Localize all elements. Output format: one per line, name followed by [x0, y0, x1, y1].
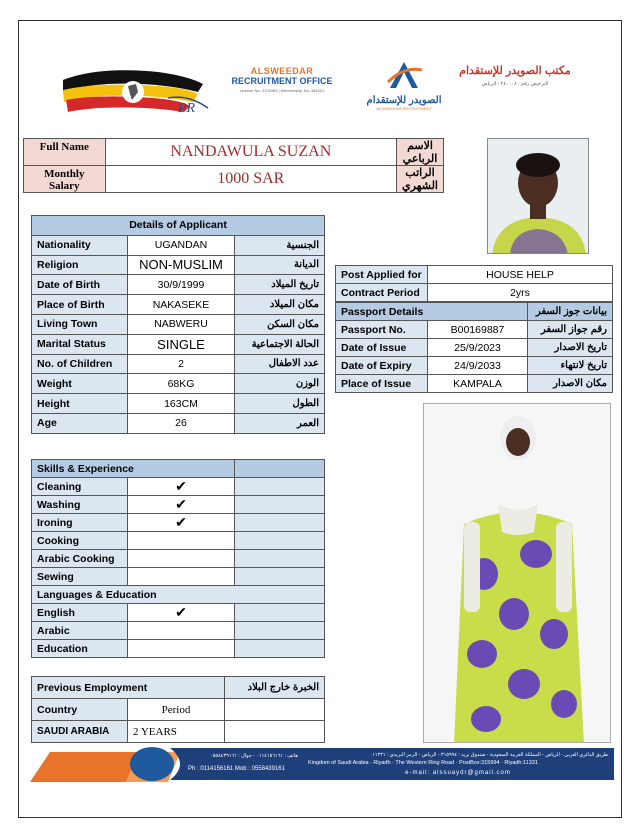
- footer-address-arabic: طريق الدائري الغربي - الرياض - المملكة العربية السعودية - صندوق بريد : ٣١٥٩٩٤ - الرياض - الرمز البريدي : ١١٣٣١: [372, 752, 608, 758]
- passport-title: Passport Details: [336, 303, 528, 321]
- row-arabic: الديانة: [235, 255, 325, 275]
- table-row: [32, 314, 325, 334]
- lang-label: Arabic: [32, 622, 128, 640]
- passport-value: KAMPALA: [428, 375, 528, 393]
- skill-extra: [235, 568, 325, 586]
- pr-mark: PR: [178, 101, 196, 116]
- passport-arabic: تاريخ لانتهاء: [528, 357, 613, 375]
- row-value: SINGLE: [128, 334, 235, 354]
- country-header: Country: [32, 699, 128, 721]
- row-arabic: عدد الاطفال: [235, 354, 325, 374]
- lang-check: [128, 640, 235, 658]
- skill-label: Cleaning: [32, 478, 128, 496]
- table-row: [32, 604, 325, 622]
- row-label: Religion: [32, 255, 128, 275]
- table-row: [336, 339, 613, 357]
- row-label: Age: [32, 413, 128, 433]
- table-row: [32, 514, 325, 532]
- employment-table: [31, 676, 325, 743]
- row-label: Living Town: [32, 314, 128, 334]
- row-label: Weight: [32, 374, 128, 394]
- passport-label: Passport No.: [336, 321, 428, 339]
- logo-english: ALSWEEDAR RECRUITMENT: [376, 106, 432, 111]
- table-row: [336, 321, 613, 339]
- row-value: UGANDAN: [128, 235, 235, 255]
- table-row: [336, 266, 613, 284]
- row-arabic: تاريخ الميلاد: [235, 275, 325, 295]
- skill-check: [128, 568, 235, 586]
- row-label: Place of Birth: [32, 295, 128, 315]
- row-arabic: العمر: [235, 413, 325, 433]
- passport-value: 24/9/2033: [428, 357, 528, 375]
- row-label: Date of Birth: [32, 275, 128, 295]
- passport-arabic: تاريخ الاصدار: [528, 339, 613, 357]
- country-value: SAUDI ARABIA: [32, 721, 128, 743]
- skill-check: [128, 532, 235, 550]
- period-value: 2 YEARS: [128, 721, 225, 743]
- passport-label: Place of Issue: [336, 375, 428, 393]
- identity-table: [23, 138, 444, 193]
- skills-table: [31, 459, 325, 658]
- table-row: [32, 496, 325, 514]
- emblem-a-icon: [384, 60, 424, 90]
- post-table: [335, 265, 613, 302]
- logo-arabic: الصويدر للإستقدام: [366, 95, 442, 106]
- salary-arabic: الراتب الشهري: [397, 166, 444, 193]
- lang-label: Education: [32, 640, 128, 658]
- office-arabic-title: مكتب الصويدر للإستقدام: [459, 65, 571, 77]
- row-label: Nationality: [32, 235, 128, 255]
- office-arabic-header: [455, 64, 575, 87]
- skill-check: ✔: [128, 496, 235, 514]
- license-line: License No: 3701083 | Membership No: 346201: [239, 88, 325, 93]
- skills-header-blank: [235, 460, 325, 478]
- alsweedar-emblem-logo: [364, 60, 444, 112]
- passport-title-arabic: بيانات جوز السفر: [528, 303, 613, 321]
- row-value: 2: [128, 354, 235, 374]
- period-value-blank: [225, 721, 325, 743]
- skill-label: Washing: [32, 496, 128, 514]
- lang-extra: [235, 622, 325, 640]
- skill-label: Cooking: [32, 532, 128, 550]
- table-row: [32, 550, 325, 568]
- footer-phone-arabic: هاتف : ٠١١٤١٥٦١٦١ - جوال : ٠٥٥٨٤٣٩١٦١: [210, 753, 298, 759]
- table-row: [32, 334, 325, 354]
- full-name-label: Full Name: [24, 139, 106, 166]
- row-arabic: الطول: [235, 394, 325, 414]
- table-row: [32, 394, 325, 414]
- table-row: [32, 622, 325, 640]
- lang-label: English: [32, 604, 128, 622]
- row-arabic: الوزن: [235, 374, 325, 394]
- period-header: Period: [128, 699, 225, 721]
- row-arabic: الحالة الاجتماعية: [235, 334, 325, 354]
- table-row: [32, 532, 325, 550]
- skill-check: ✔: [128, 478, 235, 496]
- passport-value: B00169887: [428, 321, 528, 339]
- salary-label: Monthly Salary: [24, 166, 106, 193]
- post-label: Post Applied for: [336, 266, 428, 284]
- skills-title: Skills & Experience: [32, 460, 235, 478]
- company-name: ALSWEEDAR: [250, 66, 314, 76]
- employment-title-arabic: الخبرة خارج البلاد: [225, 677, 325, 699]
- passport-table: [335, 302, 613, 393]
- office-arabic-sub: الترخيص رقم : ٢٤٠٠٠٨ - الرياض: [481, 81, 549, 87]
- skill-label: Arabic Cooking: [32, 550, 128, 568]
- table-row: [336, 375, 613, 393]
- footer-address: Kingdom of Saudi Arabia · Riyadh · The Western Ring Road · PostBox:315994 · Riyadh:11331: [308, 760, 538, 766]
- full-name-arabic: الاسم الرباعي: [397, 139, 444, 166]
- table-row: [32, 478, 325, 496]
- uganda-flag-logo: [58, 58, 213, 118]
- skill-label: Ironing: [32, 514, 128, 532]
- company-subtitle: RECRUITMENT OFFICE: [231, 76, 333, 86]
- skill-extra: [235, 550, 325, 568]
- table-row: [32, 235, 325, 255]
- passport-arabic: رقم جواز السفر: [528, 321, 613, 339]
- passport-value: 25/9/2023: [428, 339, 528, 357]
- footer-phone: Ph : 0114156161 Mob : 0558439161: [188, 766, 285, 772]
- employment-title: Previous Employment: [32, 677, 225, 699]
- post-label: Contract Period: [336, 284, 428, 302]
- lang-check: ✔: [128, 604, 235, 622]
- skill-extra: [235, 478, 325, 496]
- row-label: Marital Status: [32, 334, 128, 354]
- full-name-value: NANDAWULA SUZAN: [105, 139, 396, 166]
- row-value: 163CM: [128, 394, 235, 414]
- applicant-details-table: [31, 215, 325, 434]
- table-row: [336, 357, 613, 375]
- row-arabic: الجنسية: [235, 235, 325, 255]
- row-value: NABWERU: [128, 314, 235, 334]
- footer-email: e-mail: alssuaydr@gmail.com: [405, 770, 511, 776]
- period-blank: [225, 699, 325, 721]
- table-row: [32, 295, 325, 315]
- skill-extra: [235, 514, 325, 532]
- skill-label: Sewing: [32, 568, 128, 586]
- table-row: [32, 640, 325, 658]
- alsweedar-text-logo: [228, 66, 336, 96]
- row-label: No. of Children: [32, 354, 128, 374]
- table-row: [32, 413, 325, 433]
- footer-banner: [30, 746, 614, 782]
- row-value: 68KG: [128, 374, 235, 394]
- skill-check: [128, 550, 235, 568]
- lang-extra: [235, 640, 325, 658]
- languages-title: Languages & Education: [32, 586, 325, 604]
- row-label: Height: [32, 394, 128, 414]
- table-row: [32, 275, 325, 295]
- row-value: 30/9/1999: [128, 275, 235, 295]
- passport-label: Date of Issue: [336, 339, 428, 357]
- lang-extra: [235, 604, 325, 622]
- row-value: 26: [128, 413, 235, 433]
- table-row: [32, 255, 325, 275]
- lang-check: [128, 622, 235, 640]
- skill-extra: [235, 532, 325, 550]
- applicant-full-photo: [423, 403, 611, 743]
- salary-value: 1000 SAR: [105, 166, 396, 193]
- passport-arabic: مكان الاصدار: [528, 375, 613, 393]
- table-row: [32, 568, 325, 586]
- table-row: [32, 354, 325, 374]
- post-value: 2yrs: [428, 284, 613, 302]
- row-value: NON-MUSLIM: [128, 255, 235, 275]
- skill-extra: [235, 496, 325, 514]
- table-row: [32, 374, 325, 394]
- row-arabic: مكان السكن: [235, 314, 325, 334]
- row-arabic: مكان الميلاد: [235, 295, 325, 315]
- row-value: NAKASEKE: [128, 295, 235, 315]
- applicant-details-title: Details of Applicant: [32, 216, 325, 236]
- applicant-headshot: [487, 138, 589, 254]
- post-value: HOUSE HELP: [428, 266, 613, 284]
- passport-label: Date of Expiry: [336, 357, 428, 375]
- table-row: [336, 284, 613, 302]
- skill-check: ✔: [128, 514, 235, 532]
